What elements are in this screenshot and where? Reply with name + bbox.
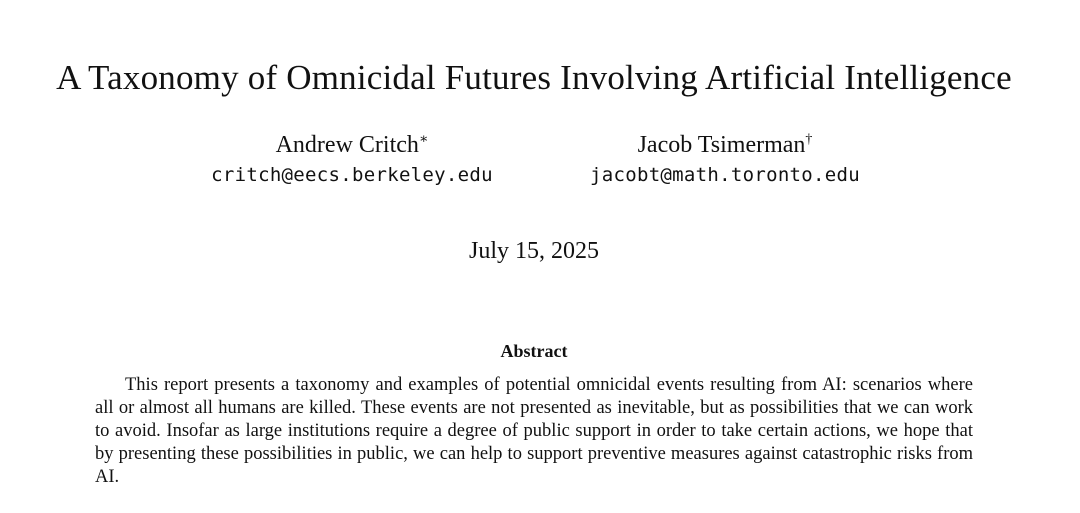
author-footnote-mark: †	[805, 132, 813, 147]
author-email: jacobt@math.toronto.edu	[590, 164, 860, 186]
author-email: critch@eecs.berkeley.edu	[211, 164, 493, 186]
author-footnote-mark: ∗	[418, 132, 429, 147]
author-block-tsimerman	[545, 128, 905, 188]
paper-title: A Taxonomy of Omnicidal Futures Involving Artificial Intelligence	[56, 58, 1012, 97]
author-name	[545, 128, 905, 162]
author-name-text: Jacob Tsimerman	[637, 132, 806, 158]
author-name	[172, 128, 532, 162]
paper-date: July 15, 2025	[468, 238, 599, 264]
author-name-text: Andrew Critch	[275, 132, 419, 158]
abstract-body: This report presents a taxonomy and examples of potential omnicidal events resulting from AI: scenarios where all or almost all humans are killed. These events are not presented as inevitable, but as possibilities that we can work to avoid. Insofar as large institutions require a degree of public support in order to take certain actions, we hope that by presenting these possibilities in public, we can help to support preventive measures against catastrophic risks from AI.	[95, 375, 973, 487]
abstract-heading: Abstract	[500, 341, 568, 361]
author-block-critch	[172, 128, 532, 188]
